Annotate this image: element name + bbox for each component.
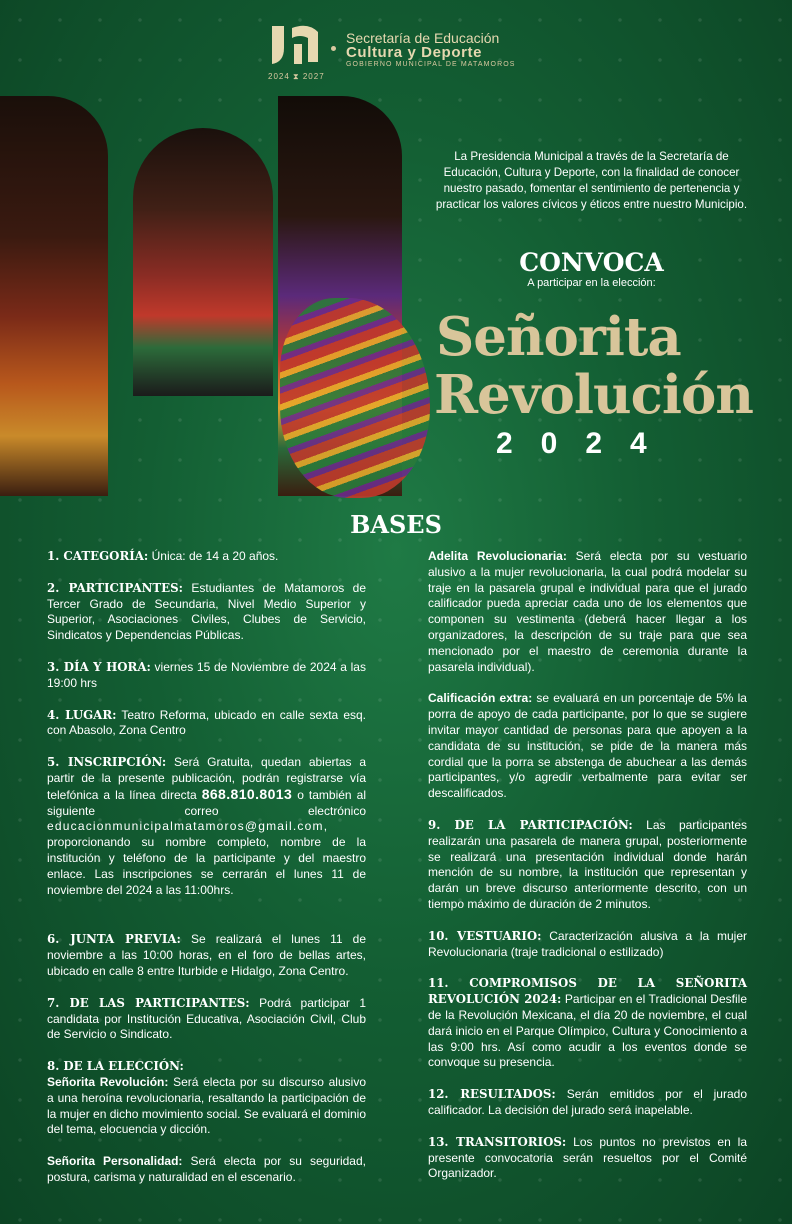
section-transitorios xyxy=(428,1135,747,1182)
bases-right-column xyxy=(428,549,747,1182)
logo-years: 2024 ⧗ 2027 xyxy=(268,72,325,81)
section-de-las-participantes xyxy=(47,996,366,1043)
section-text: Única: de 14 a 20 años. xyxy=(148,549,279,563)
section-lugar xyxy=(47,708,366,740)
section-text: , proporcionando su nombre completo, nombre de la institución y teléfono de la participante y del maestro enlace. Las inscripciones se cerrarán el lunes 11 de noviembre del 2024 a las 11:00hrs. xyxy=(47,819,366,897)
section-text: Teatro Reforma, ubicado en calle sexta esq. con Abasolo, Zona Centro xyxy=(47,707,366,738)
section-heading: 12. RESULTADOS: xyxy=(428,1087,556,1102)
section-text: viernes 15 de Noviembre de 2024 a las 19:00 hrs xyxy=(47,659,366,690)
section-categoria xyxy=(47,549,366,565)
logo-mark-icon xyxy=(268,22,322,68)
section-de-la-participacion xyxy=(428,818,747,913)
org-name-line3: GOBIERNO MUNICIPAL DE MATAMOROS xyxy=(346,61,516,68)
section-heading: 6. JUNTA PREVIA: xyxy=(47,932,181,947)
section-de-la-eleccion xyxy=(47,1059,366,1138)
section-participantes xyxy=(47,581,366,644)
section-vestuario xyxy=(428,929,747,961)
section-calificacion-extra xyxy=(428,691,747,802)
section-text: Serán emitidos por el jurado calificador. La decisión del jurado será inapelable. xyxy=(428,1087,747,1117)
org-name-line1: Secretaría de Educación xyxy=(346,30,500,46)
title-senorita: Señorita xyxy=(436,306,681,368)
section-text: Será electa por su seguridad, postura, carisma y naturalidad en el escenario. xyxy=(47,1154,366,1184)
intro-text: La Presidencia Municipal a través de la Secretaría de Educación, Cultura y Deporte, con la finalidad de conocer nuestro pasado, fomentar el sentimiento de pertenencia y practicar los valores cívicos y éticos entre nuestro Municipio. xyxy=(435,150,748,211)
section-text: Caracterización alusiva a la mujer Revolucionaria (traje tradicional o estilizado) xyxy=(428,928,747,959)
section-text: Se realizará el lunes 11 de noviembre a las 10:00 horas, en el foro de bellas artes, ubicado en calle 8 entre Iturbide e Hidalgo, Zona Centro. xyxy=(47,932,366,978)
section-heading: 8. DE LA ELECCIÓN: xyxy=(47,1059,184,1074)
dancer-photo-center xyxy=(133,128,273,396)
section-heading: 5. INSCRIPCIÓN: xyxy=(47,755,167,770)
section-heading: 4. LUGAR: xyxy=(47,707,117,722)
section-text: Los puntos no previstos en la presente convocatoria serán resueltos por el Comité Organizador. xyxy=(428,1134,747,1181)
subsection-heading: Adelita Revolucionaria: xyxy=(428,549,567,563)
section-heading: 2. PARTICIPANTES: xyxy=(47,580,184,595)
section-text: Será electa por su discurso alusivo a una heroína revolucionaria, resaltando la participación de la mujer en dicho movimiento social. Se evaluará el dominio del tema, elocuencia y dicción. xyxy=(47,1074,366,1137)
bases-left-column xyxy=(47,549,366,1186)
section-compromisos xyxy=(428,976,747,1071)
section-senorita-personalidad xyxy=(47,1154,366,1186)
org-name-line2: Cultura y Deporte xyxy=(346,44,483,61)
section-heading: 10. VESTUARIO: xyxy=(428,928,542,943)
section-text: o también al siguiente correo electrónico xyxy=(47,787,366,818)
section-resultados xyxy=(428,1087,747,1119)
logo-separator-dot xyxy=(331,46,336,51)
section-inscripcion xyxy=(47,755,366,898)
section-dia-hora xyxy=(47,660,366,692)
section-text: Estudiantes de Matamoros de Tercer Grado de Secundaria, Nivel Medio Superior y Superior, Asociaciones Civiles, Clubes de Servicio, Sindicatos y Dependencias Públicas. xyxy=(47,580,366,643)
bases-heading: BASES xyxy=(350,510,442,539)
title-revolucion: Revolución xyxy=(434,364,753,426)
convoca-heading: CONVOCA xyxy=(519,248,664,277)
section-heading: 3. DÍA Y HORA: xyxy=(47,659,151,674)
participar-subtitle: A participar en la elección: xyxy=(527,277,656,289)
section-text: Las participantes realizarán una pasarela de manera grupal, posteriormente se realizará una presentación individual donde harán mención de su nombre, la institución que representan y darán un breve discurso anteriormente descrito, con un tiempo máximo de duración de 2 minutos. xyxy=(428,817,747,911)
subsection-heading: Señorita Personalidad: xyxy=(47,1154,183,1169)
section-heading: 7. DE LAS PARTICIPANTES: xyxy=(47,995,250,1010)
section-heading: 13. TRANSITORIOS: xyxy=(428,1134,567,1149)
section-text: Será Gratuita, quedan abiertas a partir de la presente publicación, podrán registrarse vía telefónica a la línea directa xyxy=(47,755,366,802)
phone-number[interactable]: 868.810.8013 xyxy=(201,785,293,802)
section-text: se evaluará en un porcentaje de 5% la porra de apoyo de cada participante, por lo que se sugiere invitar mayor cantidad de personas para que apoyen a la candidata de su institución, se pide de la manera más cordial que la porra se abstenga de abuchear a las demás participantes, y/o agredir verbalmente para evitar ser descalificados. xyxy=(428,691,747,801)
government-logo xyxy=(268,22,324,84)
section-text: Podrá participar 1 candidata por Institución Educativa, Asociación Civil, Club de Servicio o Sindicato. xyxy=(47,995,366,1042)
section-heading: 1. CATEGORÍA: xyxy=(47,549,149,563)
email-link[interactable]: educacionmunicipalmatamoros@gmail.com xyxy=(47,819,324,834)
section-heading: 11. COMPROMISOS DE LA SEÑORITA REVOLUCIÓN 2024: xyxy=(428,976,747,1007)
section-heading: 9. DE LA PARTICIPACIÓN: xyxy=(428,817,633,832)
section-text: Participar en el Tradicional Desfile de la Revolución Mexicana, el día 20 de noviembre, el cual dará inicio en el Parque Olímpico, Cultura y Conocimiento a las 9:00 hrs. Así como acudir a los eventos donde se convoque su presencia. xyxy=(428,992,747,1070)
subsection-heading: Calificación extra: xyxy=(428,691,533,706)
section-junta-previa xyxy=(47,932,366,979)
section-adelita xyxy=(428,549,747,675)
title-year: 2024 xyxy=(496,427,675,460)
dancers-photo-left xyxy=(0,96,108,496)
section-text: Será electa por su vestuario alusivo a la mujer revolucionaria, la cual podrá modelar su traje en la pasarela grupal e individual para que el jurado calificador pueda apreciar cada uno de los elementos que componen su vestimenta (deberá hacer llegar a los organizadores, la descripción de su traje para que sea mencionado por el maestro de ceremonia durante la pasarela individual). xyxy=(428,549,748,674)
subsection-heading: Señorita Revolución: xyxy=(47,1074,169,1089)
